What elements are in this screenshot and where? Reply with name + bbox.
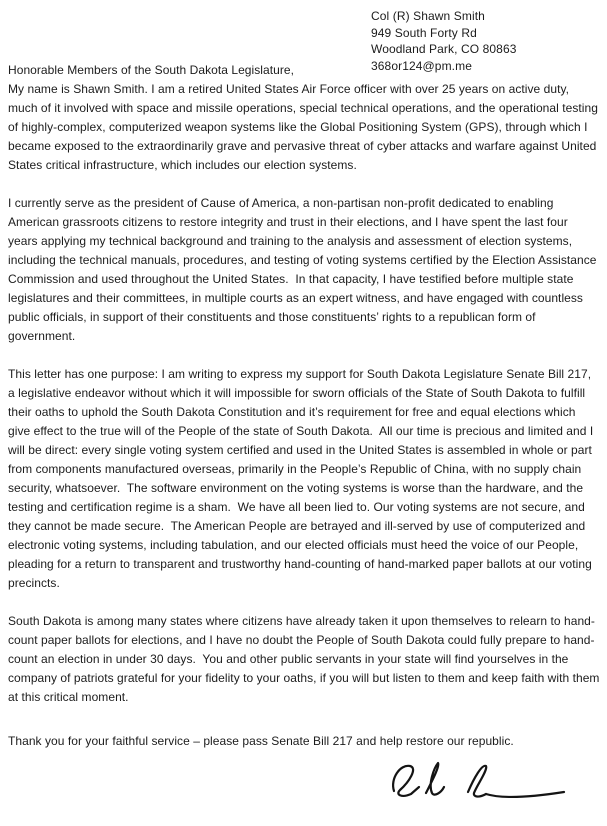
signature-block — [8, 757, 600, 805]
sender-city: Woodland Park, CO 80863 — [371, 42, 517, 56]
signature-image — [380, 757, 570, 803]
letter-paragraph-purpose: This letter has one purpose: I am writing to express my support for South Dakota Legislature Senate Bill 217, a legislative endeavor without which it will impossible for sworn officials of the State of South Dakota to fulfill their oaths to uphold the South Dakota Constitution and it’s requirement for free and equal elections which give effect to the true will of the People of the state of South Dakota. All our time is precious and limited and I will be direct: every single voting system certified and used in the United States is assembled in whole or part from components manufactured overseas, primarily in the People’s Republic of China, with no supply chain security, whatsoever. The software environment on the voting systems is worse than the hardware, and the testing and certification regime is a sham. We have all been lied to. Our voting systems are not secure, and they cannot be made secure. The American People are betrayed and ill-served by use of computerized and electronic voting systems, including tabulation, and our elected officials must heed the voice of our People, pleading for a return to transparent and trustworthy hand-counting of hand-marked paper ballots at our voting precincts. — [8, 367, 597, 590]
letter-closing-line: Thank you for your faithful service – please pass Senate Bill 217 and help restore our republic. — [8, 734, 514, 748]
letter-paragraph-handcount: South Dakota is among many states where citizens have already taken it upon themselves to relearn to hand-count paper ballots for elections, and I have no doubt the People of South Dakota could fully prepare to hand-count an election in under 30 days. You and other public servants in your state will find yourselves in the company of patriots grateful for your fidelity to your oaths, if you will but listen to them and keep faith with them at this critical moment. — [8, 614, 603, 704]
salutation: Honorable Members of the South Dakota Legislature, — [8, 63, 294, 77]
letter-body — [8, 61, 603, 805]
letter-paragraph-intro: My name is Shawn Smith. I am a retired United States Air Force officer with over 25 years on active duty, much of it involved with space and missile operations, special technical operations, and the operational testing of highly-complex, computerized weapon systems like the Global Positioning System (GPS), through which I became exposed to the extraordinarily grave and pervasive threat of cyber attacks and warfare against United States critical infrastructure, which includes our election systems. — [8, 82, 602, 172]
sender-street: 949 South Forty Rd — [371, 25, 477, 40]
letter-paragraph-background: I currently serve as the president of Cause of America, a non-partisan non-profit dedicated to enabling American grassroots citizens to restore integrity and trust in their elections, and I have spent the last four years applying my technical background and training to the analysis and assessment of election systems, including the technical manuals, procedures, and testing of voting systems certified by the Election Assistance Commission and used throughout the United States. In that capacity, I have testified before multiple state legislatures and their committees, in multiple courts as an expert witness, and have engaged with countless public officials, in support of their constituents and those constituents’ rights to a republican form of government. — [8, 196, 600, 343]
sender-email: 368or124@pm.me — [371, 58, 472, 73]
sender-name: Col (R) Shawn Smith — [371, 9, 485, 23]
